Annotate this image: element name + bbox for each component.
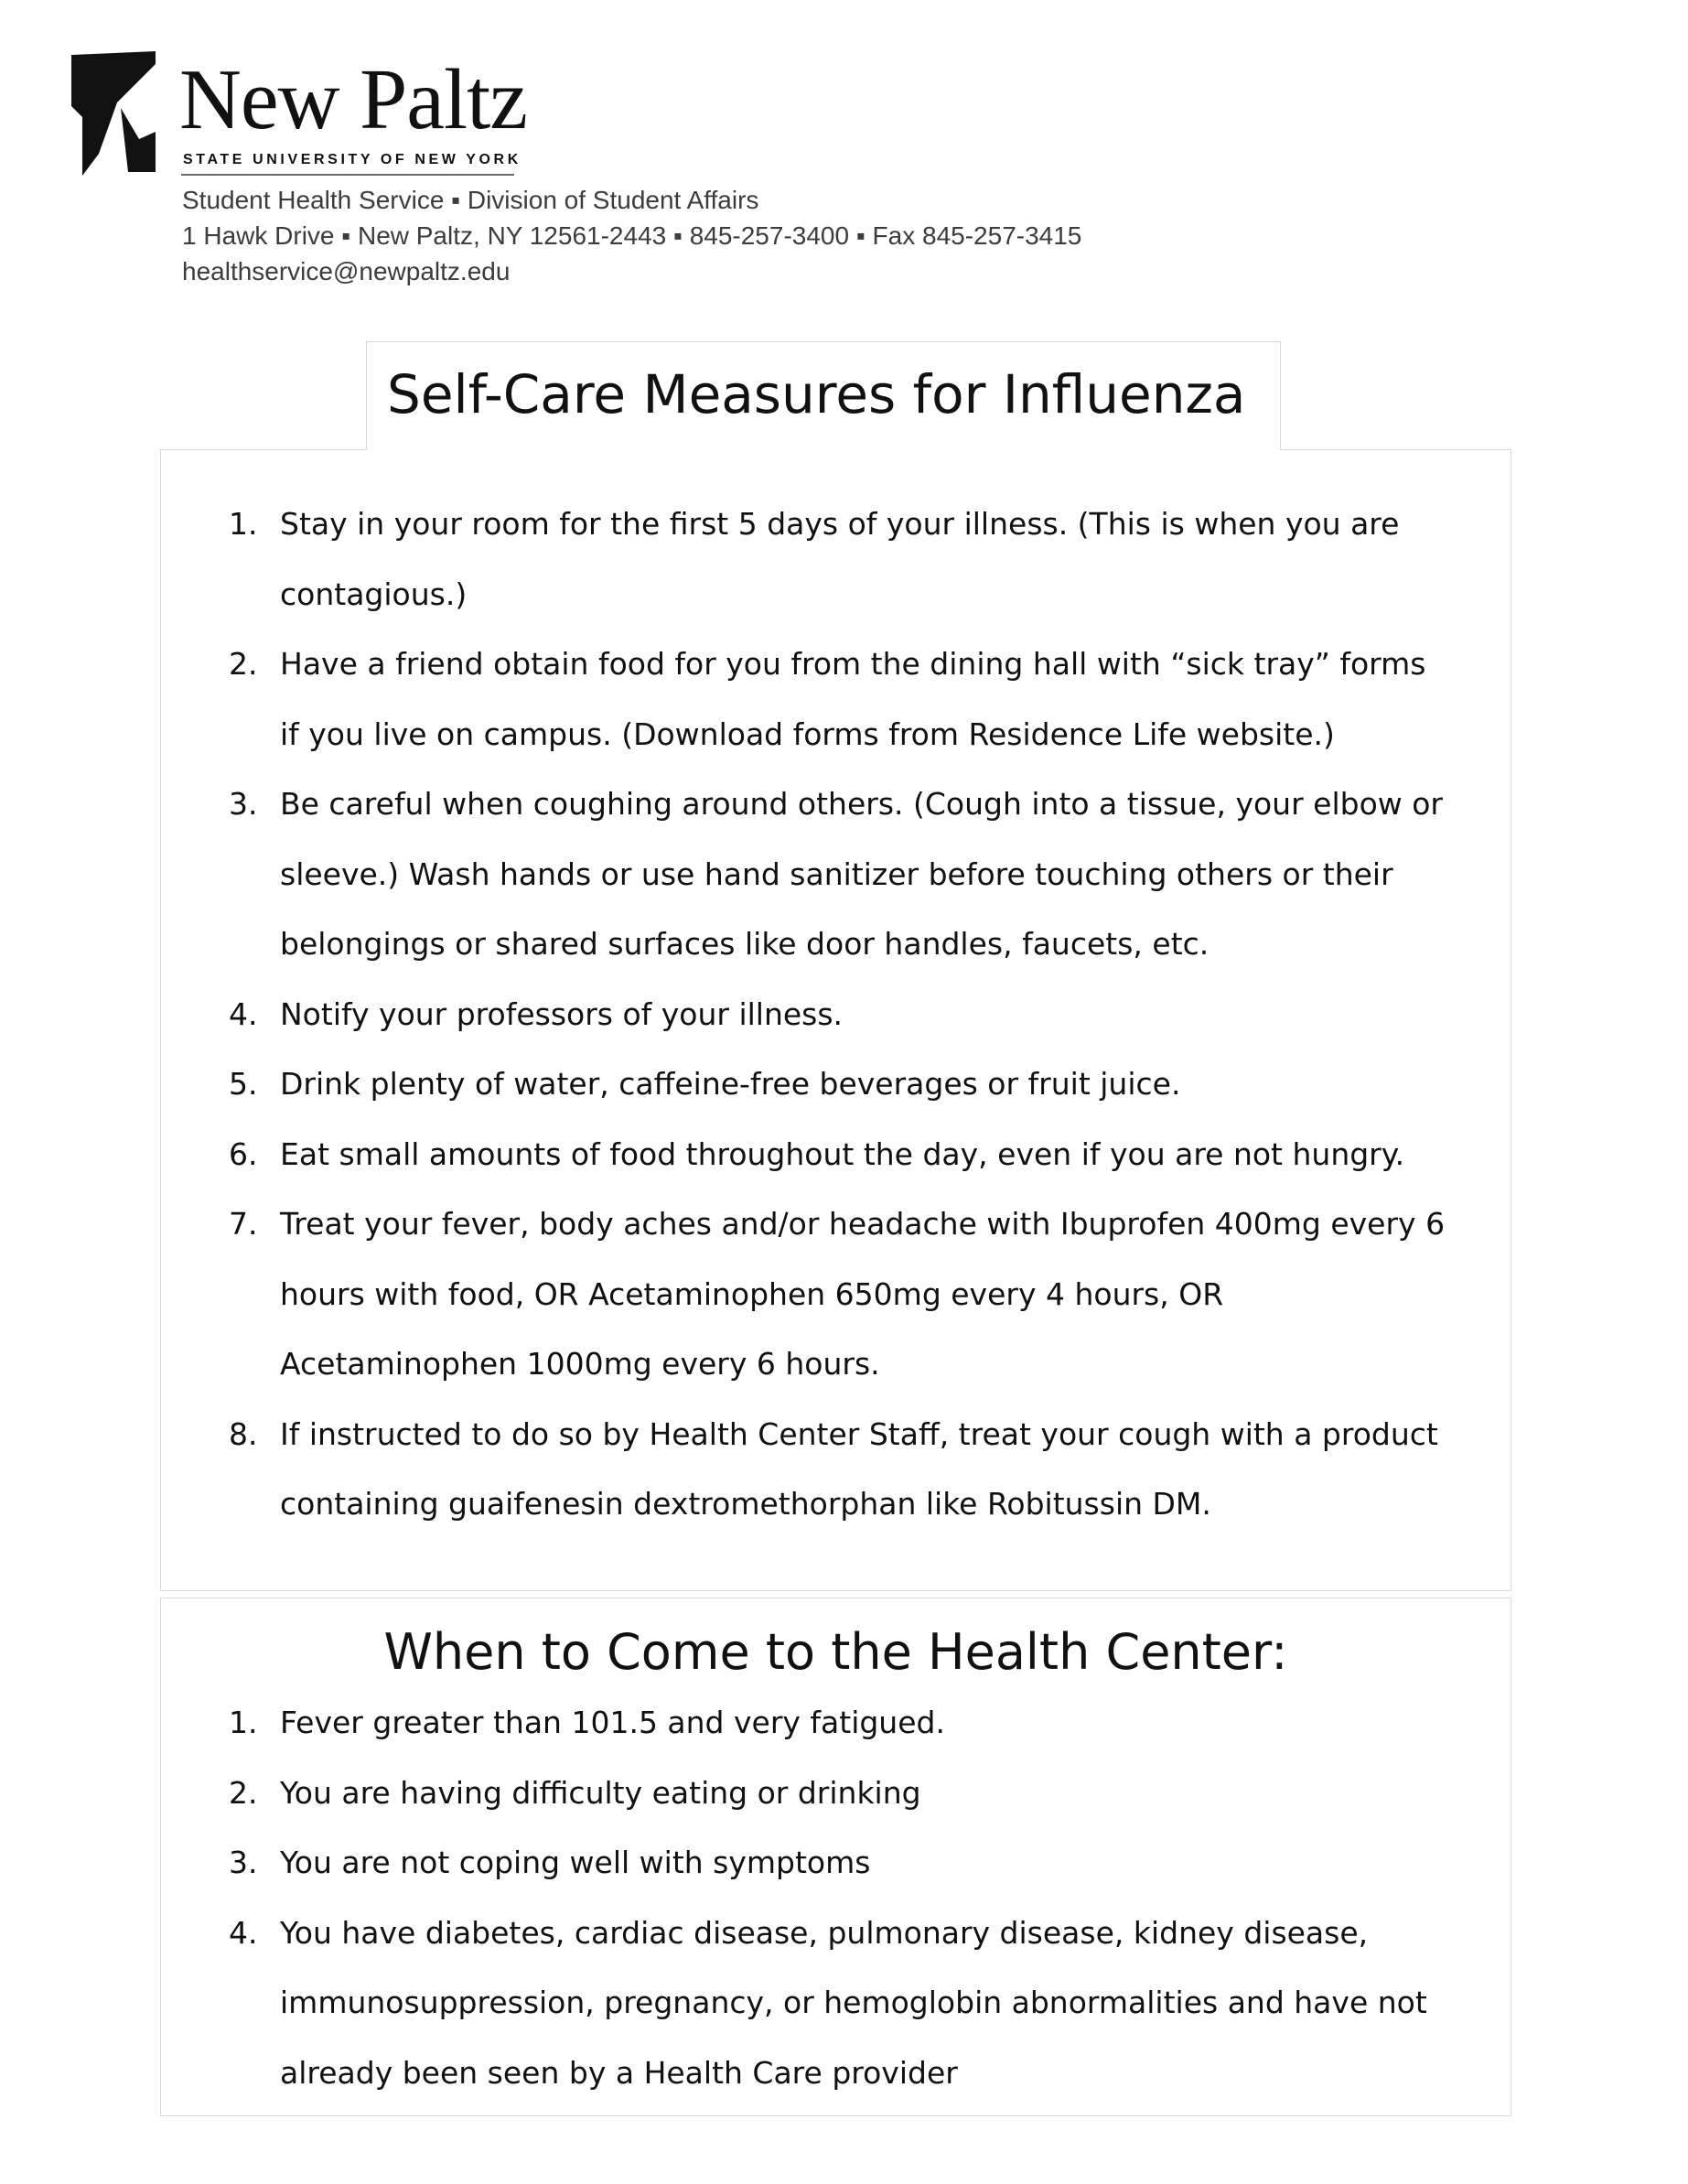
list-item-text: Stay in your room for the first 5 days of your illness. (This is when you are [280,506,1400,542]
list-item [161,1759,1511,1829]
list-item-text: Fever greater than 101.5 and very fatigued. [280,1705,945,1740]
list-item-number: 7. [229,1206,258,1242]
list-item [161,1828,1511,1899]
contact-info [182,182,1081,289]
list-item-text: hours with food, OR Acetaminophen 650mg every 4 hours, OR [280,1275,1224,1312]
list-item-text: Have a friend obtain food for you from the dining hall with “sick tray” forms [280,646,1426,682]
list-item [161,1189,1511,1400]
new-paltz-logo-icon [71,51,156,176]
title-box [366,341,1281,450]
list-item-text: already been seen by a Health Care provider [280,2054,958,2091]
list-item-number: 3. [229,1845,258,1880]
contact-email: healthservice@newpaltz.edu [182,257,511,285]
list-item-number: 3. [229,786,258,822]
list-item-number: 5. [229,1066,258,1102]
list-item-number: 8. [229,1415,258,1452]
list-item [161,980,1511,1050]
list-item-text: belongings or shared surfaces like door handles, faucets, etc. [280,926,1210,962]
list-item [161,1049,1511,1120]
list-item-number: 4. [229,995,258,1032]
section-heading: When to Come to the Health Center: [383,1623,1288,1681]
list-item-text: contagious.) [280,576,468,612]
list-item-text: Treat your fever, body aches and/or headache with Ibuprofen 400mg every 6 [280,1206,1446,1242]
list-item-text: if you live on campus. (Download forms from Residence Life website.) [280,715,1335,752]
list-item-text: sleeve.) Wash hands or use hand sanitizer before touching others or their [280,855,1393,892]
list-item-text: immunosuppression, pregnancy, or hemoglobin abnormalities and have not [280,1985,1427,2020]
self-care-section [160,449,1511,1591]
logo-name: New Paltz [179,52,527,147]
list-item [161,1400,1511,1540]
list-item-text: Eat small amounts of food throughout the day, even if you are not hungry. [280,1135,1405,1172]
contact-line: Student Health Service ▪ Division of Student Affairs [182,186,759,214]
health-center-list [161,1688,1511,2108]
health-center-section [160,1598,1511,2116]
list-item-number: 1. [229,1705,258,1740]
list-item-text: Be careful when coughing around others. (Cough into a tissue, your elbow or [280,786,1443,822]
list-item-number: 6. [229,1135,258,1172]
list-item-text: You are having difficulty eating or drinking [280,1774,921,1811]
list-item-text: You are not coping well with symptoms [280,1845,871,1880]
list-item-text: Notify your professors of your illness. [280,995,844,1032]
list-item-number: 2. [229,1774,258,1811]
list-item [161,629,1511,769]
contact-line: 1 Hawk Drive ▪ New Paltz, NY 12561-2443 ▪ 845-257-3400 ▪ Fax 845-257-3415 [182,221,1082,250]
list-item [161,769,1511,980]
list-item-number: 2. [229,646,258,682]
list-item [161,1899,1511,2109]
list-item-number: 1. [229,506,258,542]
list-item [161,1688,1511,1759]
logo-subtitle: STATE UNIVERSITY OF NEW YORK [183,152,521,167]
page-title: Self-Care Measures for Influenza [387,363,1246,425]
logo-divider [181,174,514,176]
self-care-list [161,490,1511,1540]
list-item-text: You have diabetes, cardiac disease, pulmonary disease, kidney disease, [280,1914,1369,1951]
list-item-text: Drink plenty of water, caffeine-free beverages or fruit juice. [280,1066,1181,1102]
list-item [161,490,1511,629]
list-item-text: If instructed to do so by Health Center Staff, treat your cough with a product [280,1415,1438,1452]
list-item [161,1120,1511,1190]
list-item-number: 4. [229,1914,258,1951]
list-item-text: containing guaifenesin dextromethorphan like Robitussin DM. [280,1486,1211,1522]
list-item-text: Acetaminophen 1000mg every 6 hours. [280,1346,880,1382]
